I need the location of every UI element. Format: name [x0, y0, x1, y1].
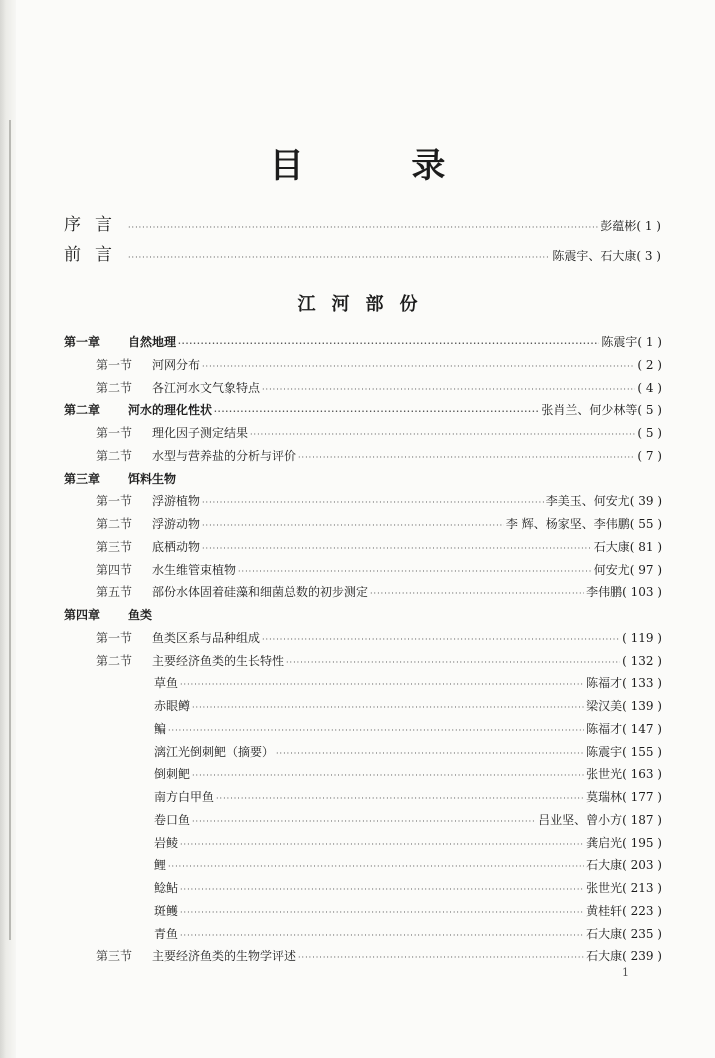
dot-leader	[276, 750, 584, 758]
entry-author-page	[586, 902, 662, 919]
entry-label	[96, 561, 236, 578]
entry-page: ( 3 )	[636, 249, 661, 263]
dot-leader	[202, 499, 544, 507]
entry-author-page	[622, 654, 662, 668]
entry-author-page	[538, 811, 662, 828]
entry-title: 南方白甲鱼	[154, 790, 215, 804]
dot-leader	[180, 681, 584, 689]
entry-author-page	[600, 217, 661, 234]
entry-number: 第一节	[96, 358, 133, 372]
entry-author-page	[552, 247, 661, 264]
entry-label	[154, 743, 274, 760]
entry-title: 赤眼鳟	[154, 699, 191, 713]
entry-author-page	[586, 788, 662, 805]
entry-label	[96, 447, 296, 464]
dot-leader	[192, 818, 536, 826]
entry-author: 李美玉、何安尤	[545, 494, 630, 508]
entry-title: 浮游植物	[152, 494, 201, 508]
entry-page: ( 1 )	[637, 335, 662, 349]
entry-label	[96, 424, 248, 441]
dot-leader	[202, 545, 592, 553]
toc-chapter-entry[interactable]	[64, 401, 662, 418]
entry-number: 第二节	[96, 449, 133, 463]
entry-author: 李 辉、杨家坚、李伟鹏	[505, 517, 630, 531]
toc-subentry[interactable]	[154, 674, 662, 691]
entry-page: ( 239 )	[622, 949, 662, 963]
entry-label	[154, 697, 190, 714]
entry-author-page	[594, 561, 662, 578]
entry-label	[64, 606, 152, 623]
entry-title: 浮游动物	[152, 517, 201, 531]
dot-leader	[216, 795, 584, 803]
dot-leader	[262, 636, 620, 644]
entry-page: ( 2 )	[637, 358, 662, 372]
entry-title: 主要经济鱼类的生长特性	[152, 654, 285, 668]
entry-number: 第二节	[96, 654, 133, 668]
entry-number: 第一节	[96, 426, 133, 440]
entry-page: ( 103 )	[622, 585, 662, 599]
toc-subentry[interactable]	[154, 856, 662, 873]
entry-author: 陈震宇	[601, 335, 638, 349]
entry-page: ( 97 )	[629, 563, 662, 577]
entry-author-page	[586, 674, 662, 691]
entry-page: ( 55 )	[629, 517, 662, 531]
entry-label: 前言	[64, 245, 126, 265]
entry-author: 石大康	[593, 540, 630, 554]
dot-leader	[298, 454, 635, 462]
dot-leader	[298, 954, 584, 962]
toc-subentry[interactable]	[154, 697, 662, 714]
entry-title: 主要经济鱼类的生物学评述	[152, 949, 297, 963]
dot-leader	[180, 841, 584, 849]
entry-author: 莫瑞林	[586, 790, 623, 804]
entry-page: ( 132 )	[622, 654, 662, 668]
toc-section-entry[interactable]	[96, 538, 662, 555]
entry-title: 鲶鲇	[154, 881, 179, 895]
entry-page: ( 147 )	[622, 722, 662, 736]
toc-chapter-entry	[64, 470, 662, 487]
dot-leader	[214, 407, 539, 415]
entry-author-page	[506, 515, 662, 532]
entry-author: 陈震宇	[586, 745, 623, 759]
entry-author-page	[622, 631, 662, 645]
dot-leader	[168, 863, 584, 871]
dot-leader	[262, 386, 635, 394]
entry-author-page	[601, 333, 662, 350]
toc-subentry[interactable]	[154, 834, 662, 851]
entry-page: ( 1 )	[636, 219, 661, 233]
entry-title: 各江河水文气象特点	[152, 381, 261, 395]
entry-label	[96, 652, 284, 669]
entry-author-page	[586, 879, 662, 896]
toc-section-entry[interactable]	[96, 424, 662, 441]
entry-page: ( 81 )	[629, 540, 662, 554]
entry-author-page	[637, 381, 662, 395]
toc-subentry[interactable]	[154, 788, 662, 805]
entry-author: 李伟鹏	[586, 585, 623, 599]
page-title: 目 录	[269, 146, 494, 186]
entry-page: ( 163 )	[622, 767, 662, 781]
entry-title: 草鱼	[154, 676, 179, 690]
entry-author: 吕业坚、曾小方	[538, 813, 623, 827]
toc-subentry[interactable]	[154, 902, 662, 919]
toc-chapter-entry[interactable]	[64, 333, 662, 350]
entry-label: 序言	[64, 215, 126, 235]
entry-author-page	[586, 583, 662, 600]
toc-subentry[interactable]	[154, 879, 662, 896]
toc-subentry[interactable]	[154, 925, 662, 942]
entry-author: 张肖兰、何少林等	[541, 403, 638, 417]
entry-number: 第一节	[96, 494, 133, 508]
entry-author: 石大康	[586, 858, 623, 872]
entry-number: 第四节	[96, 563, 133, 577]
dot-leader	[286, 659, 620, 667]
entry-author: 张世光	[586, 767, 623, 781]
entry-author: 石大康	[586, 927, 623, 941]
entry-author: 龚启光	[586, 836, 623, 850]
entry-page: ( 235 )	[622, 927, 662, 941]
entry-title: 卷口鱼	[154, 813, 191, 827]
entry-page: ( 187 )	[622, 813, 662, 827]
entry-author: 石大康	[586, 949, 623, 963]
entry-title: 漓江光倒刺鲃（摘要）	[154, 745, 275, 759]
dot-leader	[192, 704, 584, 712]
entry-number: 第三节	[96, 540, 133, 554]
entry-page: ( 5 )	[637, 403, 662, 417]
entry-title: 岩鲮	[154, 836, 179, 850]
toc-section-entry[interactable]	[96, 356, 662, 373]
entry-title: 部份水体固着硅藻和细菌总数的初步测定	[152, 585, 369, 599]
entry-page: ( 4 )	[637, 381, 662, 395]
entry-label	[96, 515, 200, 532]
entry-author-page	[594, 538, 662, 555]
entry-label	[154, 856, 166, 873]
entry-number: 第二节	[96, 517, 133, 531]
entry-number: 第三节	[96, 949, 133, 963]
toc-section-entry[interactable]	[96, 447, 662, 464]
entry-author-page	[586, 856, 662, 873]
entry-author: 陈震宇、石大康	[552, 249, 637, 263]
dot-leader	[202, 363, 635, 371]
dot-leader	[192, 772, 584, 780]
entry-title: 鲤	[154, 858, 167, 872]
toc-chapter-entry	[64, 606, 662, 623]
entry-page: ( 155 )	[622, 745, 662, 759]
page-number: 1	[622, 966, 629, 979]
entry-number: 第五节	[96, 585, 133, 599]
entry-number: 第二节	[96, 381, 133, 395]
entry-title: 斑鳠	[154, 904, 179, 918]
entry-title: 水型与营养盐的分析与评价	[152, 449, 297, 463]
entry-author-page	[637, 358, 662, 372]
entry-author-page	[637, 449, 662, 463]
entry-label	[64, 470, 176, 487]
entry-label	[96, 492, 200, 509]
entry-label	[154, 925, 178, 942]
entry-label	[64, 333, 176, 350]
front-entry-preface[interactable]	[64, 210, 661, 235]
entry-label	[96, 538, 200, 555]
dot-leader	[202, 522, 504, 530]
entry-author-page	[586, 834, 662, 851]
entry-label	[64, 401, 212, 418]
entry-title: 理化因子测定结果	[152, 426, 249, 440]
entry-page: ( 119 )	[622, 631, 662, 645]
toc-subentry[interactable]	[154, 743, 662, 760]
toc-section-entry[interactable]	[96, 492, 662, 509]
entry-author-page	[586, 697, 662, 714]
entry-label	[154, 879, 178, 896]
entry-title: 饵料生物	[128, 472, 177, 486]
entry-author: 彭蕴彬	[600, 219, 637, 233]
entry-title: 倒刺鲃	[154, 767, 191, 781]
entry-author-page	[586, 765, 662, 782]
dot-leader	[180, 909, 584, 917]
entry-label	[96, 629, 260, 646]
entry-label	[154, 674, 178, 691]
dot-leader	[370, 590, 584, 598]
entry-title: 鱼类	[128, 608, 153, 622]
entry-label	[154, 902, 178, 919]
entry-page: ( 203 )	[622, 858, 662, 872]
entry-page: ( 223 )	[622, 904, 662, 918]
dot-leader	[178, 339, 599, 347]
toc-section-entry[interactable]	[96, 515, 662, 532]
entry-author: 何安尤	[593, 563, 630, 577]
entry-page: ( 195 )	[622, 836, 662, 850]
toc-section-entry[interactable]	[96, 629, 662, 646]
entry-page: ( 177 )	[622, 790, 662, 804]
front-entry-foreword[interactable]	[64, 240, 661, 265]
entry-title: 河网分布	[152, 358, 201, 372]
entry-number: 第三章	[64, 472, 101, 486]
entry-author-page	[637, 426, 662, 440]
entry-label	[96, 356, 200, 373]
entry-title: 河水的理化性状	[128, 403, 213, 417]
entry-author-page	[586, 947, 662, 964]
dot-leader	[180, 932, 584, 940]
entry-title: 鱼类区系与品种组成	[152, 631, 261, 645]
entry-page: ( 7 )	[637, 449, 662, 463]
entry-page: ( 5 )	[637, 426, 662, 440]
entry-label	[154, 788, 214, 805]
entry-title: 自然地理	[128, 335, 177, 349]
entry-number: 第二章	[64, 403, 101, 417]
entry-author-page	[541, 401, 662, 418]
entry-page: ( 139 )	[622, 699, 662, 713]
dot-leader	[168, 727, 584, 735]
entry-author: 梁汉美	[586, 699, 623, 713]
entry-number: 第四章	[64, 608, 101, 622]
entry-author: 陈福才	[586, 722, 623, 736]
entry-number: 第一节	[96, 631, 133, 645]
entry-author-page	[546, 492, 662, 509]
dot-leader	[128, 224, 598, 232]
entry-title: 水生维管束植物	[152, 563, 237, 577]
entry-label	[154, 834, 178, 851]
entry-label	[154, 765, 190, 782]
entry-label	[154, 720, 166, 737]
dot-leader	[128, 254, 550, 262]
toc-section-entry[interactable]	[96, 561, 662, 578]
entry-author: 张世光	[586, 881, 623, 895]
toc-subentry[interactable]	[154, 720, 662, 737]
entry-number: 第一章	[64, 335, 101, 349]
toc-section-entry[interactable]	[96, 947, 662, 964]
entry-author: 陈福才	[586, 676, 623, 690]
entry-author-page	[586, 925, 662, 942]
dot-leader	[250, 431, 635, 439]
entry-page: ( 133 )	[622, 676, 662, 690]
entry-label	[154, 811, 190, 828]
entry-page: ( 39 )	[629, 494, 662, 508]
entry-title: 底栖动物	[152, 540, 201, 554]
entry-title: 青鱼	[154, 927, 179, 941]
entry-label	[96, 583, 368, 600]
binding-edge-line	[9, 120, 11, 940]
toc-subentry[interactable]	[154, 765, 662, 782]
toc-section-entry[interactable]	[96, 583, 662, 600]
entry-label	[96, 947, 296, 964]
dot-leader	[238, 568, 592, 576]
toc-section-entry[interactable]	[96, 652, 662, 669]
entry-label	[96, 379, 260, 396]
part-title: 江河部份	[297, 294, 434, 315]
dot-leader	[180, 886, 584, 894]
toc-subentry[interactable]	[154, 811, 662, 828]
entry-author-page	[586, 720, 662, 737]
entry-author-page	[586, 743, 662, 760]
entry-title: 鳊	[154, 722, 167, 736]
entry-author: 黄桂轩	[586, 904, 623, 918]
toc-section-entry[interactable]	[96, 379, 662, 396]
entry-page: ( 213 )	[622, 881, 662, 895]
